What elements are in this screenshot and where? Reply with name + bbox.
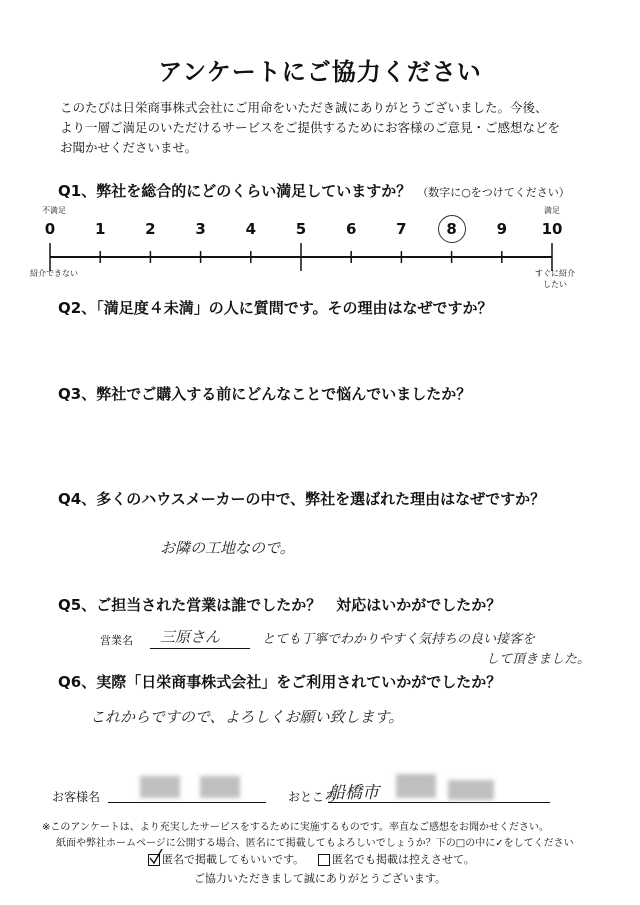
customer-name-underline (108, 802, 266, 803)
redacted-customer-name-2 (200, 776, 240, 798)
sales-name-label: 営業名 (100, 634, 133, 647)
question-4: Q4、多くのハウスメーカーの中で、弊社を選ばれた理由はなぜですか？ (58, 490, 546, 508)
question-1-text: Q1、弊社を総合的にどのくらい満足していますか？ (58, 182, 412, 200)
sales-name-underline (150, 648, 250, 649)
address-underline (328, 802, 550, 803)
address-label: おところ (288, 790, 337, 804)
scale-tick-8[interactable]: 8 (446, 220, 457, 238)
scale-tick-7[interactable]: 7 (396, 220, 407, 238)
intro-text (60, 98, 600, 158)
scale-right-bottom-label: すぐに紹介したい (535, 269, 575, 289)
redacted-customer-name-1 (140, 776, 180, 798)
question-1-note: （数字に○をつけてください） (417, 186, 570, 199)
scale-tick-6[interactable]: 6 (345, 220, 357, 238)
checkbox-empty-icon[interactable] (318, 854, 330, 866)
footer-note-2: 紙面や弊社ホームページに公開する場合、匿名にて掲載してもよろしいでしょうか？下の□の中に✓をしてください (56, 838, 574, 849)
scale-tick-1[interactable]: 1 (94, 220, 106, 238)
checkbox-checked-icon[interactable] (148, 854, 160, 866)
scale-left-top-label: 不満足 (42, 206, 66, 215)
question-5: Q5、ご担当された営業は誰でしたか？ 対応はいかがでしたか？ (58, 596, 502, 614)
question-3: Q3、弊社でご購入する前にどんなことで悩んでいましたか？ (58, 385, 472, 403)
intro-line-1: このたびは日栄商事株式会社にご用命をいただき誠にありがとうございました。今後、 (60, 100, 548, 115)
question-5-answer-line-1: とても丁寧でわかりやすく気持ちの良い接客を (262, 632, 536, 647)
redacted-address-1 (396, 774, 436, 798)
scale-tick-4[interactable]: 4 (245, 220, 257, 238)
question-5-answer-line-2: して頂きました。 (486, 652, 591, 667)
scale-tick-0[interactable]: 0 (44, 220, 56, 238)
option-anonymous-ok[interactable] (148, 851, 304, 867)
question-2: Q2、「満足度４未満」の人に質問です。その理由はなぜですか？ (58, 299, 493, 317)
question-4-answer: お隣の工地なので。 (160, 539, 295, 557)
scale-tick-10[interactable]: 10 (541, 220, 563, 238)
scale-left-bottom-label: 紹介できない (30, 269, 78, 278)
scale-tick-9[interactable]: 9 (496, 220, 508, 238)
footer-thanks: ご協力いただきまして誠にありがとうございます。 (193, 872, 447, 885)
scale-right-top-label: 満足 (544, 206, 560, 215)
footer-note-1: ※このアンケートは、より充実したサービスをするために実施するものです。率直なご感想をお聞かせください。 (42, 822, 549, 833)
intro-line-3: お聞かせくださいませ。 (60, 140, 198, 155)
scale-tick-5[interactable]: 5 (295, 220, 307, 238)
option-anonymous-no-label: 匿名でも掲載は控えさせて。 (332, 853, 475, 866)
address-value: 船橋市 (328, 783, 379, 803)
intro-line-2: より一層ご満足のいただけるサービスをご提供するためにお客様のご意見・ご感想などを (60, 120, 561, 135)
option-anonymous-no[interactable] (318, 851, 475, 867)
question-6: Q6、実際「日栄商事株式会社」をご利用されていかがでしたか？ (58, 673, 502, 691)
sales-name-value: 三原さん (160, 628, 221, 646)
scale-tick-2[interactable]: 2 (145, 220, 156, 238)
redacted-address-2 (448, 780, 494, 800)
selected-circle-icon (438, 215, 466, 243)
customer-name-label: お客様名 (52, 790, 101, 804)
question-1 (58, 180, 570, 201)
scale-tick-3[interactable]: 3 (195, 220, 206, 238)
option-anonymous-ok-label: 匿名で掲載してもいいです。 (162, 853, 305, 866)
question-6-answer: これからですので、よろしくお願い致します。 (90, 708, 404, 726)
page-title: アンケートにご協力ください (158, 58, 482, 86)
